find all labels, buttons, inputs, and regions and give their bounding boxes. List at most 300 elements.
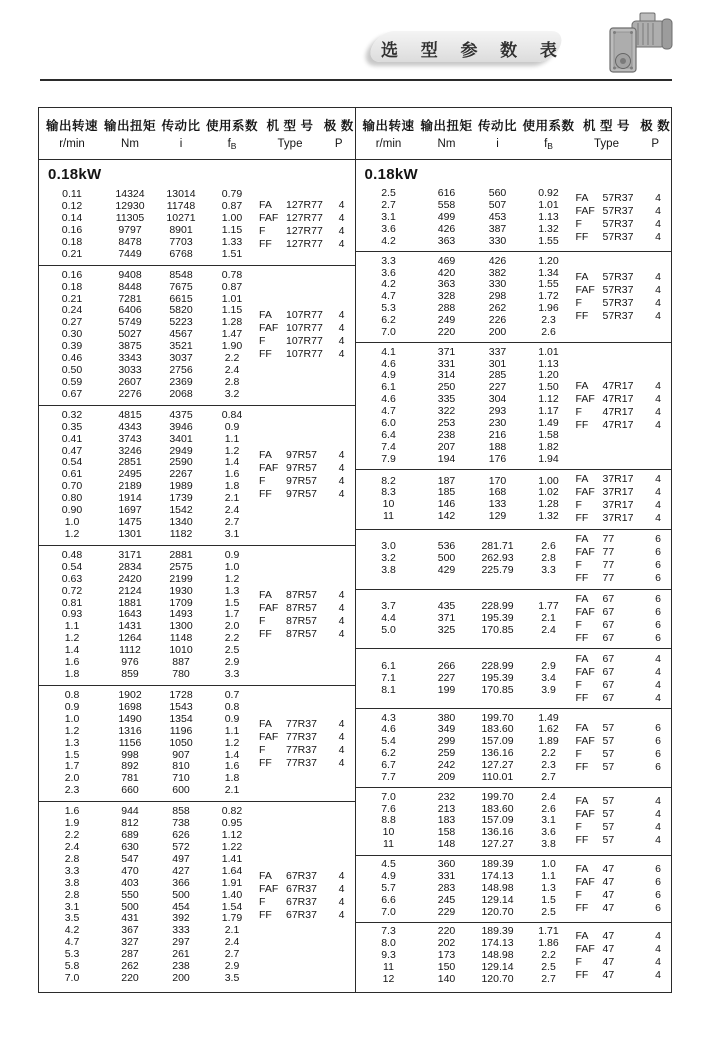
cell-ratio: 148.98 [481, 948, 514, 961]
cell-speed: 0.81 [61, 596, 83, 609]
type-poles: 6 [655, 901, 661, 914]
type-code: 47R17 [602, 419, 634, 432]
type-poles: 4 [655, 808, 661, 821]
table-row [356, 772, 574, 784]
cell-torque: 288 [437, 302, 456, 315]
column-header-type [257, 116, 323, 151]
cell-ratio: 13014 [166, 188, 196, 201]
types-group [257, 718, 355, 770]
cell-torque: 363 [437, 278, 456, 291]
type-row [576, 889, 672, 902]
cell-factor: 1.4 [224, 748, 240, 761]
cell-ratio: 427 [172, 864, 190, 877]
cell-speed: 3.0 [381, 540, 396, 553]
cell-ratio: 5820 [169, 304, 193, 317]
cell-factor: 2.6 [541, 802, 556, 815]
cell-factor: 2.5 [224, 644, 240, 657]
type-row [576, 546, 672, 559]
rows-group [356, 601, 574, 637]
cell-factor: 1.01 [538, 199, 559, 212]
cell-ratio: 133 [488, 498, 507, 511]
cell-speed: 0.18 [61, 235, 83, 248]
cell-speed: 0.54 [61, 456, 83, 469]
type-poles: 6 [655, 546, 661, 559]
type-poles: 4 [338, 615, 345, 628]
type-prefix: FA [575, 473, 589, 486]
factor-unit-sub: B [230, 141, 237, 151]
type-row [259, 488, 355, 501]
type-prefix: FF [259, 237, 272, 250]
cell-ratio: 810 [172, 760, 190, 773]
type-code: 97R57 [286, 449, 317, 462]
types-group [574, 593, 672, 645]
type-code: 77R37 [286, 756, 317, 769]
type-row [259, 909, 355, 922]
cell-factor: 1.6 [224, 468, 240, 481]
cell-ratio: 392 [172, 912, 190, 925]
cell-ratio: 738 [172, 817, 190, 830]
cell-torque: 259 [437, 747, 456, 760]
type-code: 57 [602, 834, 615, 847]
cell-factor: 2.7 [541, 972, 556, 985]
cell-factor: 2.7 [224, 515, 240, 528]
cell-ratio: 497 [172, 853, 190, 866]
cell-torque: 249 [437, 314, 456, 327]
type-poles: 4 [655, 929, 661, 942]
cell-ratio: 333 [172, 924, 190, 937]
type-prefix: F [575, 406, 582, 419]
cell-factor: 1.2 [224, 444, 240, 457]
type-code: 57 [602, 722, 615, 735]
type-prefix: F [259, 895, 266, 908]
cell-ratio: 1543 [169, 701, 193, 714]
cell-factor: 2.4 [224, 363, 240, 376]
cell-ratio: 1010 [169, 644, 193, 657]
type-code: 67 [602, 618, 615, 631]
types-group [574, 930, 672, 982]
type-code: 127R77 [286, 237, 323, 250]
data-block [39, 405, 355, 545]
cell-factor: 1.28 [538, 498, 559, 511]
cell-ratio: 216 [488, 428, 507, 441]
cell-factor: 0.7 [224, 689, 240, 702]
type-row [576, 902, 672, 915]
cell-torque: 371 [437, 345, 456, 358]
cell-factor: 3.2 [224, 387, 240, 400]
table-row [356, 839, 574, 851]
type-poles: 4 [655, 834, 661, 847]
cell-torque: 500 [121, 900, 139, 913]
selection-parameter-tables [38, 107, 672, 993]
cell-speed: 1.9 [64, 817, 80, 830]
type-prefix: FA [575, 533, 589, 546]
type-prefix: FA [259, 869, 272, 882]
cell-ratio: 1182 [169, 527, 193, 540]
type-row [259, 731, 355, 744]
cell-ratio: 4375 [169, 408, 193, 421]
cell-factor: 3.1 [541, 814, 556, 827]
cell-speed: 6.2 [381, 747, 396, 760]
cell-torque: 363 [437, 234, 456, 247]
cell-speed: 4.2 [64, 924, 80, 937]
cell-speed: 0.90 [61, 504, 83, 517]
cell-torque: 327 [121, 936, 139, 949]
cell-torque: 325 [437, 623, 456, 636]
table-row [356, 792, 574, 804]
cell-torque: 7449 [118, 247, 142, 260]
cell-torque: 1698 [118, 701, 142, 714]
rows-group [356, 661, 574, 697]
cell-speed: 4.3 [381, 711, 396, 724]
type-prefix: FAF [575, 393, 595, 406]
cell-speed: 9.3 [381, 948, 396, 961]
cell-torque: 360 [437, 857, 456, 870]
cell-ratio: 183.60 [481, 802, 514, 815]
cell-factor: 1.49 [538, 417, 559, 430]
type-poles: 6 [655, 761, 661, 774]
type-prefix: FAF [575, 875, 595, 888]
cell-factor: 3.9 [541, 683, 556, 696]
cell-speed: 4.7 [381, 290, 396, 303]
cell-ratio: 4567 [169, 328, 193, 341]
cell-ratio: 176 [488, 452, 507, 465]
cell-torque: 8478 [118, 235, 142, 248]
type-row [259, 449, 355, 462]
type-code: 37R17 [602, 473, 634, 486]
type-prefix: F [575, 218, 582, 231]
type-poles: 4 [655, 231, 661, 244]
type-prefix: F [575, 559, 582, 572]
type-code: 47 [602, 862, 615, 875]
cell-factor: 2.3 [541, 759, 556, 772]
cell-ratio: 127.27 [481, 759, 514, 772]
cell-speed: 0.30 [61, 328, 83, 341]
cell-torque: 232 [437, 790, 456, 803]
cell-speed: 3.1 [381, 211, 396, 224]
type-prefix: F [575, 748, 582, 761]
cell-speed: 0.63 [61, 572, 83, 585]
cell-torque: 5027 [118, 328, 142, 341]
cell-factor: 2.4 [224, 936, 240, 949]
cell-factor: 1.71 [538, 925, 559, 938]
type-code: 77R37 [286, 743, 317, 756]
type-poles: 4 [338, 743, 345, 756]
types-group [257, 309, 355, 361]
cell-torque: 1156 [118, 736, 142, 749]
cell-factor: 1.20 [538, 369, 559, 382]
cell-speed: 0.70 [61, 480, 83, 493]
cell-speed: 0.14 [61, 211, 83, 224]
type-row [259, 238, 355, 251]
type-code: 67R37 [286, 908, 317, 921]
column-unit-speed: r/min [59, 138, 85, 150]
cell-factor: 1.6 [224, 760, 240, 773]
type-code: 47R17 [602, 393, 634, 406]
cell-ratio: 2068 [169, 387, 193, 400]
cell-factor: 2.9 [224, 960, 240, 973]
table-row [39, 574, 257, 586]
cell-ratio: 262.93 [481, 552, 514, 565]
type-code: 97R57 [286, 475, 317, 488]
type-code: 57R37 [602, 271, 634, 284]
type-prefix: FF [575, 761, 589, 774]
cell-factor: 1.82 [538, 440, 559, 453]
table-row [39, 389, 257, 401]
data-block [39, 801, 355, 989]
cell-speed: 1.1 [64, 620, 80, 633]
cell-ratio: 8901 [169, 223, 193, 236]
type-prefix: FAF [259, 602, 279, 615]
type-poles: 4 [338, 475, 345, 488]
cell-torque: 250 [437, 381, 456, 394]
cell-torque: 976 [121, 656, 139, 669]
cell-torque: 299 [437, 735, 456, 748]
cell-ratio: 297 [172, 936, 190, 949]
cell-factor: 1.12 [221, 829, 243, 842]
type-row [259, 896, 355, 909]
types-group [574, 795, 672, 847]
cell-speed: 0.27 [61, 316, 83, 329]
cell-torque: 253 [437, 417, 456, 430]
cell-torque: 380 [437, 711, 456, 724]
cell-torque: 266 [437, 659, 456, 672]
cell-ratio: 560 [488, 187, 507, 200]
type-poles: 6 [655, 722, 661, 735]
type-poles: 4 [655, 271, 661, 284]
type-code: 77R37 [286, 730, 317, 743]
type-prefix: FAF [575, 486, 595, 499]
cell-torque: 470 [121, 864, 139, 877]
cell-speed: 0.80 [61, 492, 83, 505]
cell-torque: 2124 [118, 584, 142, 597]
cell-ratio: 780 [172, 667, 190, 680]
cell-factor: 2.5 [541, 960, 556, 973]
cell-torque: 322 [437, 405, 456, 418]
types-group [574, 271, 672, 323]
data-block [356, 185, 672, 251]
data-block [356, 469, 672, 529]
cell-factor: 3.8 [541, 838, 556, 851]
cell-factor: 2.1 [541, 612, 556, 625]
cell-speed: 3.1 [64, 900, 80, 913]
type-poles: 4 [338, 628, 345, 641]
table-row [39, 282, 257, 294]
cell-torque: 1301 [118, 527, 142, 540]
rows-group [39, 806, 257, 984]
cell-ratio: 3946 [169, 420, 193, 433]
type-row [576, 512, 672, 525]
cell-torque: 892 [121, 760, 139, 773]
cell-torque: 429 [437, 564, 456, 577]
cell-ratio: 189.39 [481, 925, 514, 938]
cell-ratio: 6615 [169, 292, 193, 305]
type-code: 87R57 [286, 615, 317, 628]
cell-ratio: 148.98 [481, 881, 514, 894]
column-header-torque [422, 116, 472, 151]
type-poles: 6 [655, 888, 661, 901]
column-header-speed [356, 116, 422, 151]
type-row [576, 692, 672, 705]
cell-ratio: 507 [488, 199, 507, 212]
power-section-label: 0.18kW [364, 166, 418, 183]
cell-speed: 1.5 [64, 748, 80, 761]
type-poles: 4 [655, 192, 661, 205]
type-poles: 4 [338, 756, 345, 769]
cell-factor: 1.01 [221, 292, 243, 305]
cell-speed: 0.59 [61, 375, 83, 388]
cell-speed: 6.0 [381, 417, 396, 430]
cell-torque: 146 [437, 498, 456, 511]
cell-ratio: 1493 [169, 608, 193, 621]
cell-factor: 2.1 [224, 924, 240, 937]
type-code: 47 [602, 942, 615, 955]
type-code: 67R37 [286, 895, 317, 908]
cell-factor: 1.90 [221, 340, 243, 353]
column-unit-poles: P [651, 138, 660, 150]
cell-torque: 3343 [118, 352, 142, 365]
cell-speed: 2.7 [381, 199, 396, 212]
type-row [576, 748, 672, 761]
cell-torque: 207 [437, 440, 456, 453]
cell-factor: 1.94 [538, 452, 559, 465]
cell-speed: 5.0 [381, 623, 396, 636]
cell-torque: 500 [437, 552, 456, 565]
type-prefix: FA [259, 589, 272, 602]
table-row [356, 430, 574, 442]
type-poles: 4 [338, 908, 345, 921]
cell-ratio: 887 [172, 656, 190, 669]
column-header-ratio [472, 116, 524, 151]
type-poles: 4 [655, 284, 661, 297]
cell-factor: 1.47 [221, 328, 243, 341]
cell-speed: 8.8 [381, 814, 396, 827]
cell-speed: 8.1 [381, 683, 396, 696]
type-prefix: FA [575, 929, 589, 942]
type-row [259, 475, 355, 488]
cell-speed: 5.4 [381, 735, 396, 748]
type-poles: 4 [338, 449, 345, 462]
types-group [257, 199, 355, 251]
type-poles: 4 [655, 473, 661, 486]
cell-speed: 5.8 [64, 960, 80, 973]
column-unit-factor [228, 138, 237, 151]
type-prefix: FF [575, 968, 589, 981]
type-poles: 4 [655, 942, 661, 955]
type-row [259, 335, 355, 348]
type-code: 67 [602, 631, 615, 644]
type-prefix: FA [259, 449, 272, 462]
type-code: 67 [602, 678, 615, 691]
cell-torque: 242 [437, 759, 456, 772]
table-row [356, 685, 574, 697]
power-section-label: 0.18kW [48, 166, 102, 183]
type-prefix: F [259, 743, 266, 756]
cell-speed: 1.3 [64, 736, 80, 749]
cell-factor: 2.7 [224, 948, 240, 961]
cell-speed: 7.9 [381, 452, 396, 465]
type-poles: 4 [655, 393, 661, 406]
cell-torque: 1697 [118, 504, 142, 517]
type-poles: 4 [655, 821, 661, 834]
cell-speed: 0.54 [61, 560, 83, 573]
type-prefix: FAF [575, 546, 595, 559]
column-header-factor [524, 116, 574, 151]
cell-ratio: 304 [488, 393, 507, 406]
type-code: 77 [602, 559, 615, 572]
type-code: 87R57 [286, 628, 317, 641]
column-unit-torque: Nm [437, 138, 456, 150]
cell-speed: 0.12 [61, 200, 83, 213]
cell-factor: 1.89 [538, 735, 559, 748]
type-row [576, 419, 672, 432]
cell-speed: 7.3 [381, 925, 396, 938]
cell-ratio: 6768 [169, 247, 193, 260]
table-row [356, 347, 574, 359]
type-prefix: F [575, 955, 582, 968]
type-poles: 4 [655, 486, 661, 499]
type-prefix: FAF [259, 211, 279, 224]
type-prefix: FAF [575, 205, 595, 218]
type-prefix: FF [575, 901, 589, 914]
type-row [259, 615, 355, 628]
cell-speed: 3.2 [381, 552, 396, 565]
cell-torque: 812 [121, 817, 139, 830]
type-code: 107R77 [286, 335, 323, 348]
cell-ratio: 170 [488, 474, 507, 487]
type-prefix: F [575, 888, 582, 901]
cell-speed: 4.4 [381, 612, 396, 625]
cell-factor: 2.1 [224, 784, 240, 797]
rows-group [39, 690, 257, 797]
type-prefix: F [575, 499, 582, 512]
cell-speed: 2.8 [64, 853, 80, 866]
cell-torque: 9408 [118, 268, 142, 281]
type-poles: 4 [655, 419, 661, 432]
column-header-ratio [155, 116, 207, 151]
type-prefix: FA [575, 862, 589, 875]
table-row [39, 237, 257, 249]
cell-factor: 1.58 [538, 428, 559, 441]
type-poles: 6 [655, 533, 661, 546]
cell-ratio: 1050 [169, 736, 193, 749]
cell-torque: 420 [437, 266, 456, 279]
cell-speed: 0.8 [64, 689, 80, 702]
type-code: 87R57 [286, 602, 317, 615]
cell-factor: 1.3 [541, 881, 556, 894]
types-group [574, 473, 672, 525]
type-row [576, 653, 672, 666]
cell-torque: 2276 [118, 387, 142, 400]
type-poles: 4 [338, 895, 345, 908]
cell-ratio: 5223 [169, 316, 193, 329]
data-block [356, 855, 672, 922]
cell-ratio: 170.85 [481, 683, 514, 696]
cell-speed: 4.1 [381, 345, 396, 358]
column-label-torque: 输出扭矩 [104, 119, 157, 133]
type-poles: 4 [338, 348, 345, 361]
cell-speed: 4.7 [64, 936, 80, 949]
cell-factor: 2.4 [541, 790, 556, 803]
cell-torque: 238 [437, 428, 456, 441]
type-prefix: FF [259, 756, 272, 769]
cell-factor: 1.54 [221, 900, 243, 913]
type-prefix: FF [575, 231, 589, 244]
type-code: 127R77 [286, 211, 323, 224]
type-code: 57R37 [602, 310, 634, 323]
cell-factor: 1.1 [224, 432, 240, 445]
type-row [259, 757, 355, 770]
type-row [576, 722, 672, 735]
